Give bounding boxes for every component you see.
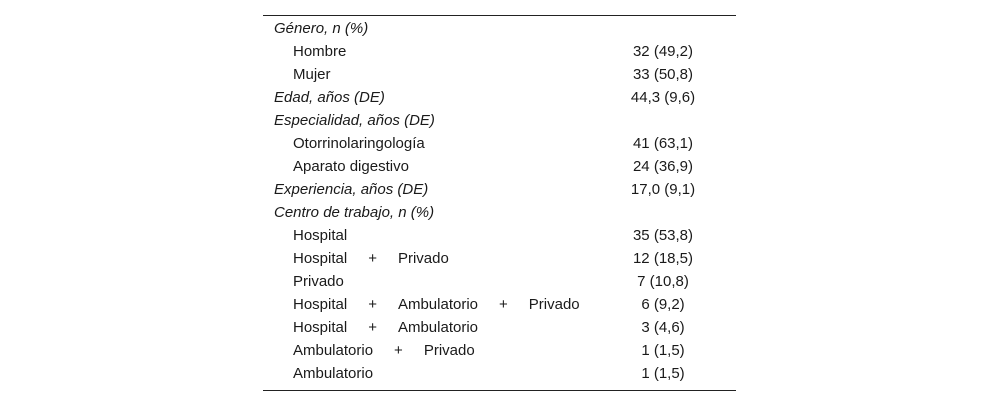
workplace-part: Hospital [293, 319, 348, 336]
subcategory-label [293, 270, 344, 293]
category-label: Centro de trabajo, n (%) [274, 204, 435, 221]
subcategory-row [263, 247, 736, 270]
workplace-part: Ambulatorio [293, 365, 374, 382]
category-row [263, 86, 736, 109]
workplace-part: Mujer [293, 66, 331, 83]
workplace-part: Hombre [293, 43, 347, 60]
subcategory-row [263, 224, 736, 247]
workplace-part: Otorrinolaringología [293, 135, 425, 152]
category-label: Edad, años (DE) [274, 89, 385, 106]
subcategory-row [263, 270, 736, 293]
value-cell: 6 (9,2) [641, 296, 685, 313]
plus-sign: + [499, 296, 508, 313]
category-label: Género, n (%) [274, 20, 369, 37]
value-cell: 1 (1,5) [641, 342, 685, 359]
subcategory-label [293, 247, 449, 270]
plus-sign: + [368, 250, 377, 267]
category-row [263, 201, 736, 224]
demographics-table [263, 15, 736, 391]
workplace-part: Privado [397, 250, 449, 267]
workplace-part: Hospital [293, 227, 348, 244]
value-cell: 41 (63,1) [632, 135, 694, 152]
subcategory-row [263, 155, 736, 178]
subcategory-label [293, 362, 373, 385]
subcategory-label [293, 316, 478, 339]
category-row [263, 109, 736, 132]
value-cell: 1 (1,5) [641, 365, 685, 382]
subcategory-row [263, 63, 736, 86]
plus-sign: + [368, 296, 377, 313]
value-cell: 32 (49,2) [632, 43, 694, 60]
value-cell: 3 (4,6) [641, 319, 685, 336]
subcategory-label [293, 339, 475, 362]
category-row [263, 17, 736, 40]
value-cell: 33 (50,8) [632, 66, 694, 83]
value-cell: 24 (36,9) [632, 158, 694, 175]
workplace-part: Privado [293, 273, 344, 290]
workplace-part: Ambulatorio [397, 319, 479, 336]
subcategory-row [263, 362, 736, 385]
subcategory-label [293, 63, 331, 86]
plus-sign: + [394, 342, 403, 359]
subcategory-label [293, 224, 347, 247]
category-label: Experiencia, años (DE) [274, 181, 429, 198]
workplace-part: Privado [423, 342, 475, 359]
plus-sign: + [368, 319, 377, 336]
workplace-part: Privado [528, 296, 580, 313]
subcategory-label [293, 293, 580, 316]
subcategory-row [263, 132, 736, 155]
value-cell: 17,0 (9,1) [630, 181, 696, 198]
category-label: Especialidad, años (DE) [274, 112, 435, 129]
category-row [263, 178, 736, 201]
subcategory-row [263, 40, 736, 63]
subcategory-row [263, 316, 736, 339]
workplace-part: Ambulatorio [397, 296, 479, 313]
value-cell: 12 (18,5) [632, 250, 694, 267]
value-cell: 35 (53,8) [632, 227, 694, 244]
subcategory-label [293, 155, 409, 178]
value-cell: 44,3 (9,6) [630, 89, 696, 106]
subcategory-row [263, 339, 736, 362]
subcategory-row [263, 293, 736, 316]
value-cell: 7 (10,8) [637, 273, 689, 290]
subcategory-label [293, 132, 425, 155]
workplace-part: Ambulatorio [293, 342, 374, 359]
workplace-part: Hospital [293, 296, 348, 313]
workplace-part: Aparato digestivo [293, 158, 409, 175]
workplace-part: Hospital [293, 250, 348, 267]
subcategory-label [293, 40, 346, 63]
